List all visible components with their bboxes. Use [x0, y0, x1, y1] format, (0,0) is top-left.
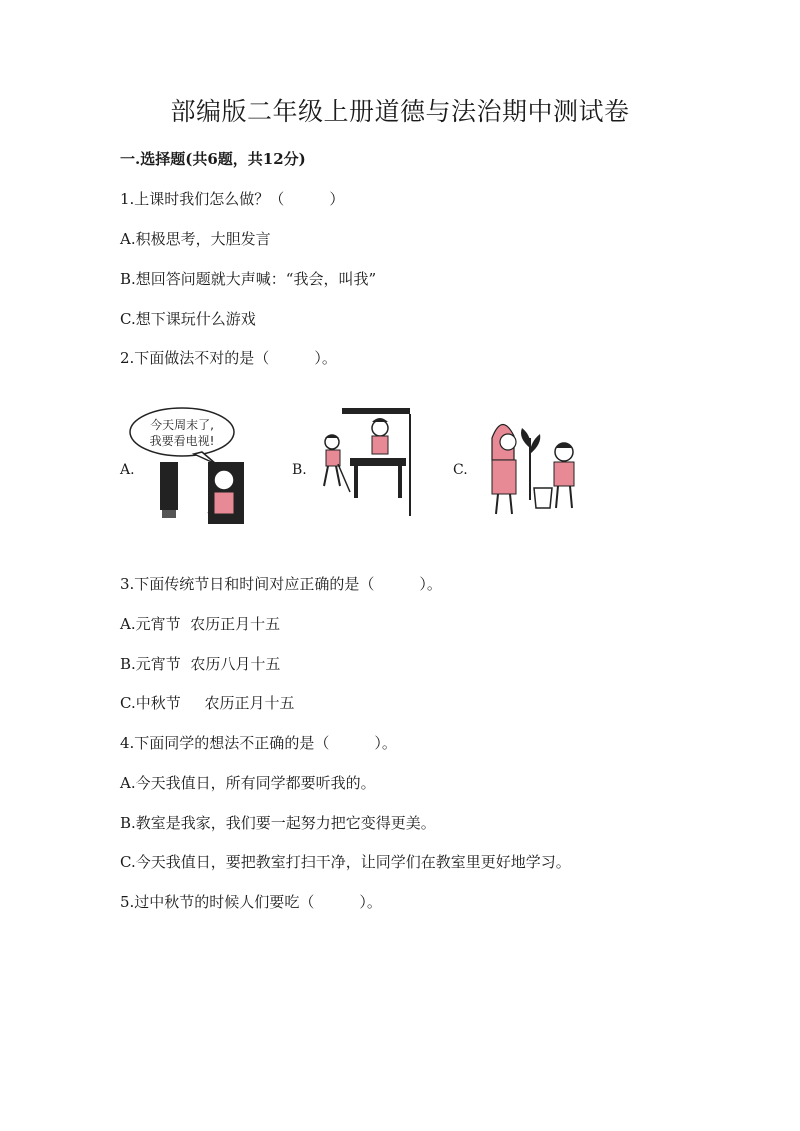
figure-label-a: A.	[120, 462, 135, 478]
figure-b-cleaning	[302, 406, 422, 526]
question-5-stem: 5.过中秋节的时候人们要吃（ ）。	[120, 893, 382, 911]
section-heading: 一.选择题(共6题，共12分)	[120, 150, 306, 168]
question-4-option-c: C.今天我值日，要把教室打扫干净，让同学们在教室里更好地学习。	[120, 853, 571, 871]
question-4-option-b: B.教室是我家，我们要一起努力把它变得更美。	[120, 814, 436, 832]
bubble-line-1: 今天周末了,	[150, 418, 214, 432]
question-4-option-a: A.今天我值日，所有同学都要听我的。	[120, 774, 376, 792]
question-3-option-b: B.元宵节 农历八月十五	[120, 655, 281, 673]
page-title: 部编版二年级上册道德与法治期中测试卷	[170, 97, 630, 126]
question-1-stem: 1.上课时我们怎么做？（ ）	[120, 190, 345, 208]
figure-c-watering-plant	[472, 408, 592, 526]
bubble-line-2: 我要看电视!	[149, 434, 215, 448]
question-1-option-b: B.想回答问题就大声喊：“我会，叫我”	[120, 270, 377, 288]
figure-a-tv-watching	[120, 400, 250, 530]
question-2-stem: 2.下面做法不对的是（ ）。	[120, 349, 337, 367]
question-1-option-a: A.积极思考，大胆发言	[120, 230, 271, 248]
question-3-stem: 3.下面传统节日和时间对应正确的是（ ）。	[120, 575, 442, 593]
question-1-option-c: C.想下课玩什么游戏	[120, 310, 256, 328]
figure-label-c: C.	[453, 462, 468, 478]
question-3-option-a: A.元宵节 农历正月十五	[120, 615, 281, 633]
question-3-option-c: C.中秋节 农历正月十五	[120, 694, 295, 712]
question-4-stem: 4.下面同学的想法不正确的是（ ）。	[120, 734, 397, 752]
question-2-figures	[120, 400, 468, 530]
figure-label-b: B.	[292, 462, 307, 478]
